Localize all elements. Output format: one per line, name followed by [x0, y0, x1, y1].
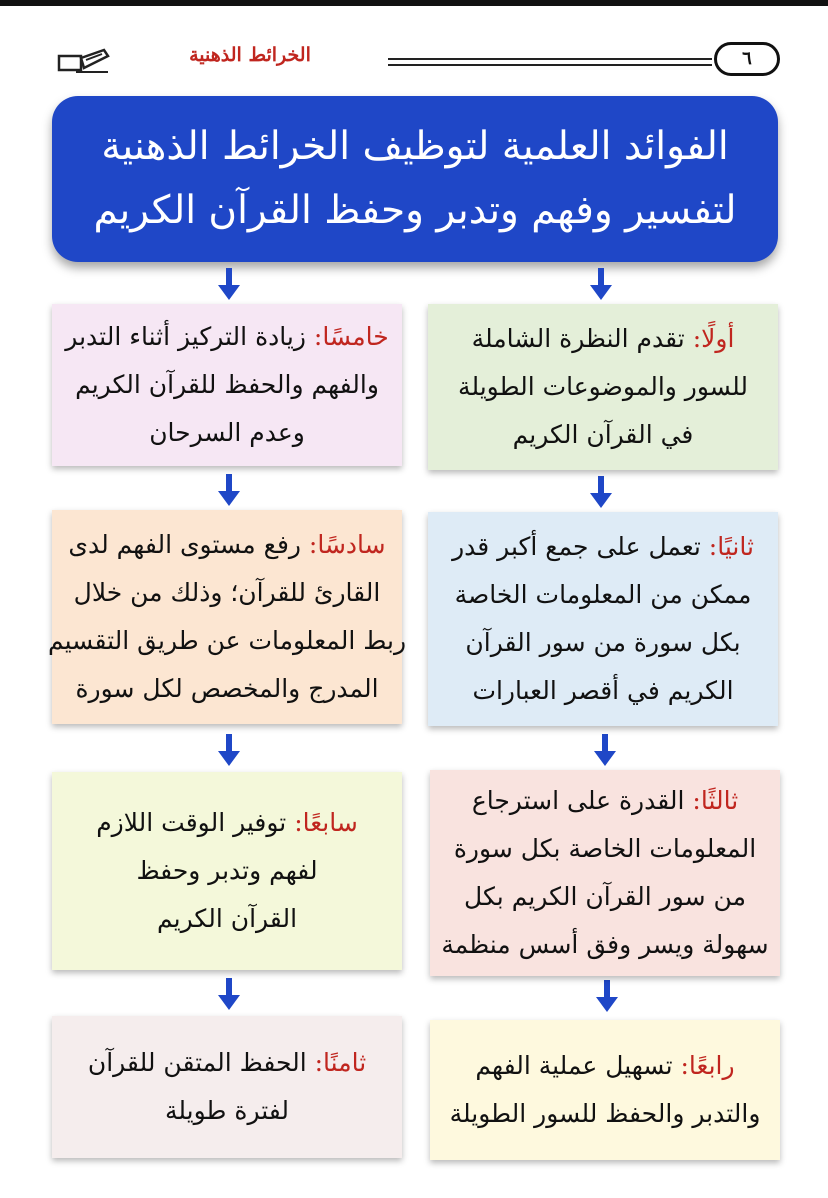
benefit-text: للسور والموضوعات الطويلة	[458, 372, 748, 401]
down-arrow-icon	[218, 978, 240, 1010]
benefit-text: تسهيل عملية الفهم	[475, 1051, 681, 1080]
benefit-text: بكل سورة من سور القرآن	[465, 628, 741, 657]
benefit-text: سهولة ويسر وفق أسس منظمة	[441, 930, 769, 959]
benefit-text: في القرآن الكريم	[512, 420, 694, 449]
benefit-text: ممكن من المعلومات الخاصة	[454, 580, 752, 609]
benefit-label: ثامنًا:	[314, 1048, 367, 1077]
down-arrow-icon	[218, 268, 240, 300]
benefit-text: زيادة التركيز أثناء التدبر	[65, 322, 314, 351]
benefit-box-3	[430, 770, 780, 976]
benefit-text: توفير الوقت اللازم	[96, 808, 295, 837]
benefit-label: سابعًا:	[294, 808, 358, 837]
benefit-text: ربط المعلومات عن طريق التقسيم	[47, 626, 407, 655]
down-arrow-icon	[594, 734, 616, 766]
benefit-text: القدرة على استرجاع	[471, 786, 693, 815]
benefit-label: ثالثًا:	[692, 786, 739, 815]
benefit-label: سادسًا:	[308, 530, 386, 559]
pen-writing-icon	[56, 44, 112, 76]
benefit-text: القارئ للقرآن؛ وذلك من خلال	[73, 578, 381, 607]
benefit-text: والتدبر والحفظ للسور الطويلة	[449, 1099, 761, 1128]
benefit-label: خامسًا:	[313, 322, 389, 351]
benefit-label: أولًا:	[692, 324, 735, 353]
benefit-box-5	[52, 304, 402, 466]
benefit-text: الحفظ المتقن للقرآن	[87, 1048, 315, 1077]
benefit-box-1	[428, 304, 778, 470]
benefit-box-7	[52, 772, 402, 970]
benefit-text: من سور القرآن الكريم بكل	[464, 882, 746, 911]
down-arrow-icon	[218, 474, 240, 506]
benefit-text: لفهم وتدبر وحفظ	[136, 856, 318, 885]
benefit-text: لفترة طويلة	[164, 1096, 290, 1125]
page-header	[0, 36, 828, 96]
benefit-label: ثانيًا:	[708, 532, 754, 561]
benefit-box-6	[47, 510, 407, 724]
top-border	[0, 0, 828, 6]
benefit-box-4	[430, 1020, 780, 1160]
running-title: الخرائط الذهنية	[189, 44, 311, 66]
title-line-2: لتفسير وفهم وتدبر وحفظ القرآن الكريم	[93, 188, 737, 233]
page-number: ٦	[714, 42, 780, 76]
benefit-text: تعمل على جمع أكبر قدر	[452, 532, 709, 561]
benefit-text: رفع مستوى الفهم لدى	[68, 530, 309, 559]
benefit-text: تقدم النظرة الشاملة	[471, 324, 693, 353]
benefit-label: رابعًا:	[680, 1051, 735, 1080]
title-banner	[52, 96, 778, 262]
title-line-1: الفوائد العلمية لتوظيف الخرائط الذهنية	[101, 124, 729, 169]
benefit-text: والفهم والحفظ للقرآن الكريم	[75, 370, 379, 399]
benefit-text: وعدم السرحان	[149, 418, 305, 447]
down-arrow-icon	[596, 980, 618, 1012]
benefit-box-8	[52, 1016, 402, 1158]
benefit-text: القرآن الكريم	[157, 904, 298, 933]
benefit-text: المدرج والمخصص لكل سورة	[75, 674, 379, 703]
benefit-text: المعلومات الخاصة بكل سورة	[453, 834, 757, 863]
down-arrow-icon	[590, 476, 612, 508]
down-arrow-icon	[218, 734, 240, 766]
benefit-box-2	[428, 512, 778, 726]
benefit-text: الكريم في أقصر العبارات	[472, 676, 734, 705]
header-rule	[388, 58, 712, 68]
down-arrow-icon	[590, 268, 612, 300]
